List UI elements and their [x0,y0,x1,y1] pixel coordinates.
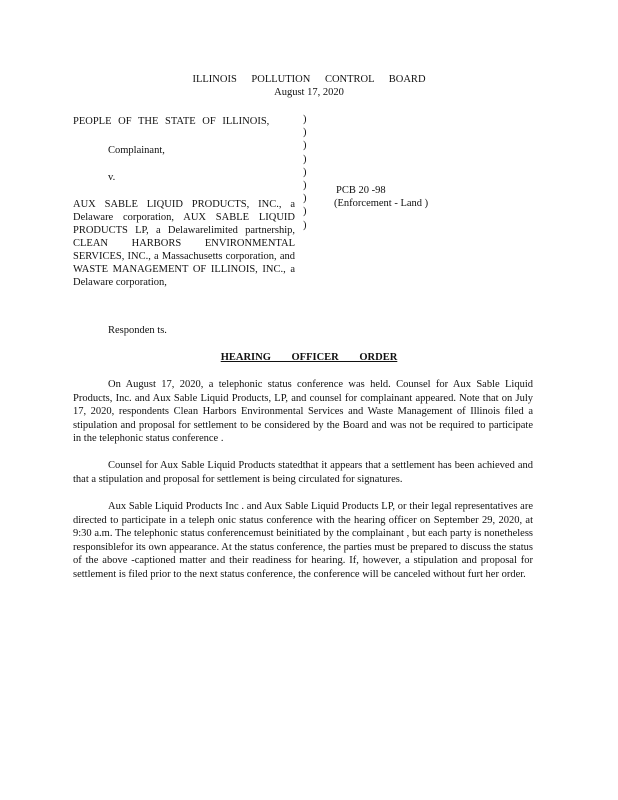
case-info [334,184,428,210]
complainant-label: Complainant, [108,145,165,156]
plaintiff-name: PEOPLE OF THE STATE OF ILLINOIS, [73,116,270,127]
paragraph-1: On August 17, 2020, a telephonic status conference was held. Counsel for Aux Sable Liquid Products, Inc. and Aux Sable Liquid Products, LP, and counsel for complainant appeared. Note that on July 17, 2020, respondents Clean Harbors Environmental Services and Waste Management of Illinois filed a stipulation and proposal for settlement to be considered by the Board and was not be required to participate in the telephonic status conference . [73,379,533,445]
order-title-text: HEARING OFFICER ORDER [220,352,398,363]
paragraph-2: Counsel for Aux Sable Liquid Products statedthat it appears that a settlement has been achieved and that a stipulation and proposal for settlement is being circulated for signatures. [73,460,533,485]
paren: ) [303,219,307,231]
paren: ) [303,127,307,139]
versus-label: v. [108,172,116,183]
case-type: (Enforcement - Land ) [334,198,429,209]
order-title [0,352,618,363]
paren: ) [303,179,307,191]
paragraph-3: Aux Sable Liquid Products Inc . and Aux Sable Liquid Products LP, or their legal representatives are directed to participate in a teleph onic status conference with the hearing officer on September 29, 2020, at 9:30 a.m. The telephonic status conferencemust beinitiated by the complainant , but each party is nonetheless responsiblefor its own appearance. At the status conference, the parties must be prepared to discuss the status of the above -captioned matter and their readiness for hearing. If, however, a stipulation and proposal for settlement is filed prior to the next status conference, the conference will be canceled without furt her order. [73,501,533,580]
paren: ) [303,206,307,218]
case-number: PCB 20 -98 [336,185,386,196]
paren: ) [303,166,307,178]
defendants-block: AUX SABLE LIQUID PRODUCTS, INC., a Delaware corporation, AUX SABLE LIQUID PRODUCTS LP, a Delawarelimited partnership, CLEAN HARBORS ENVIRONMENTAL SERVICES, INC., a Massachusetts corporation, and WASTE MANAGEMENT OF ILLINOIS, INC., a Delaware corporation, [73,199,295,288]
paren: ) [303,153,307,165]
caption-parentheses [303,113,307,232]
respondents-label: Responden ts. [108,325,167,336]
order-date: August 17, 2020 [274,87,344,98]
paren: ) [303,193,307,205]
board-name [0,74,618,85]
paren: ) [303,140,307,152]
paren: ) [303,114,307,125]
board-name-text: ILLINOIS POLLUTION CONTROL BOARD [192,74,426,85]
